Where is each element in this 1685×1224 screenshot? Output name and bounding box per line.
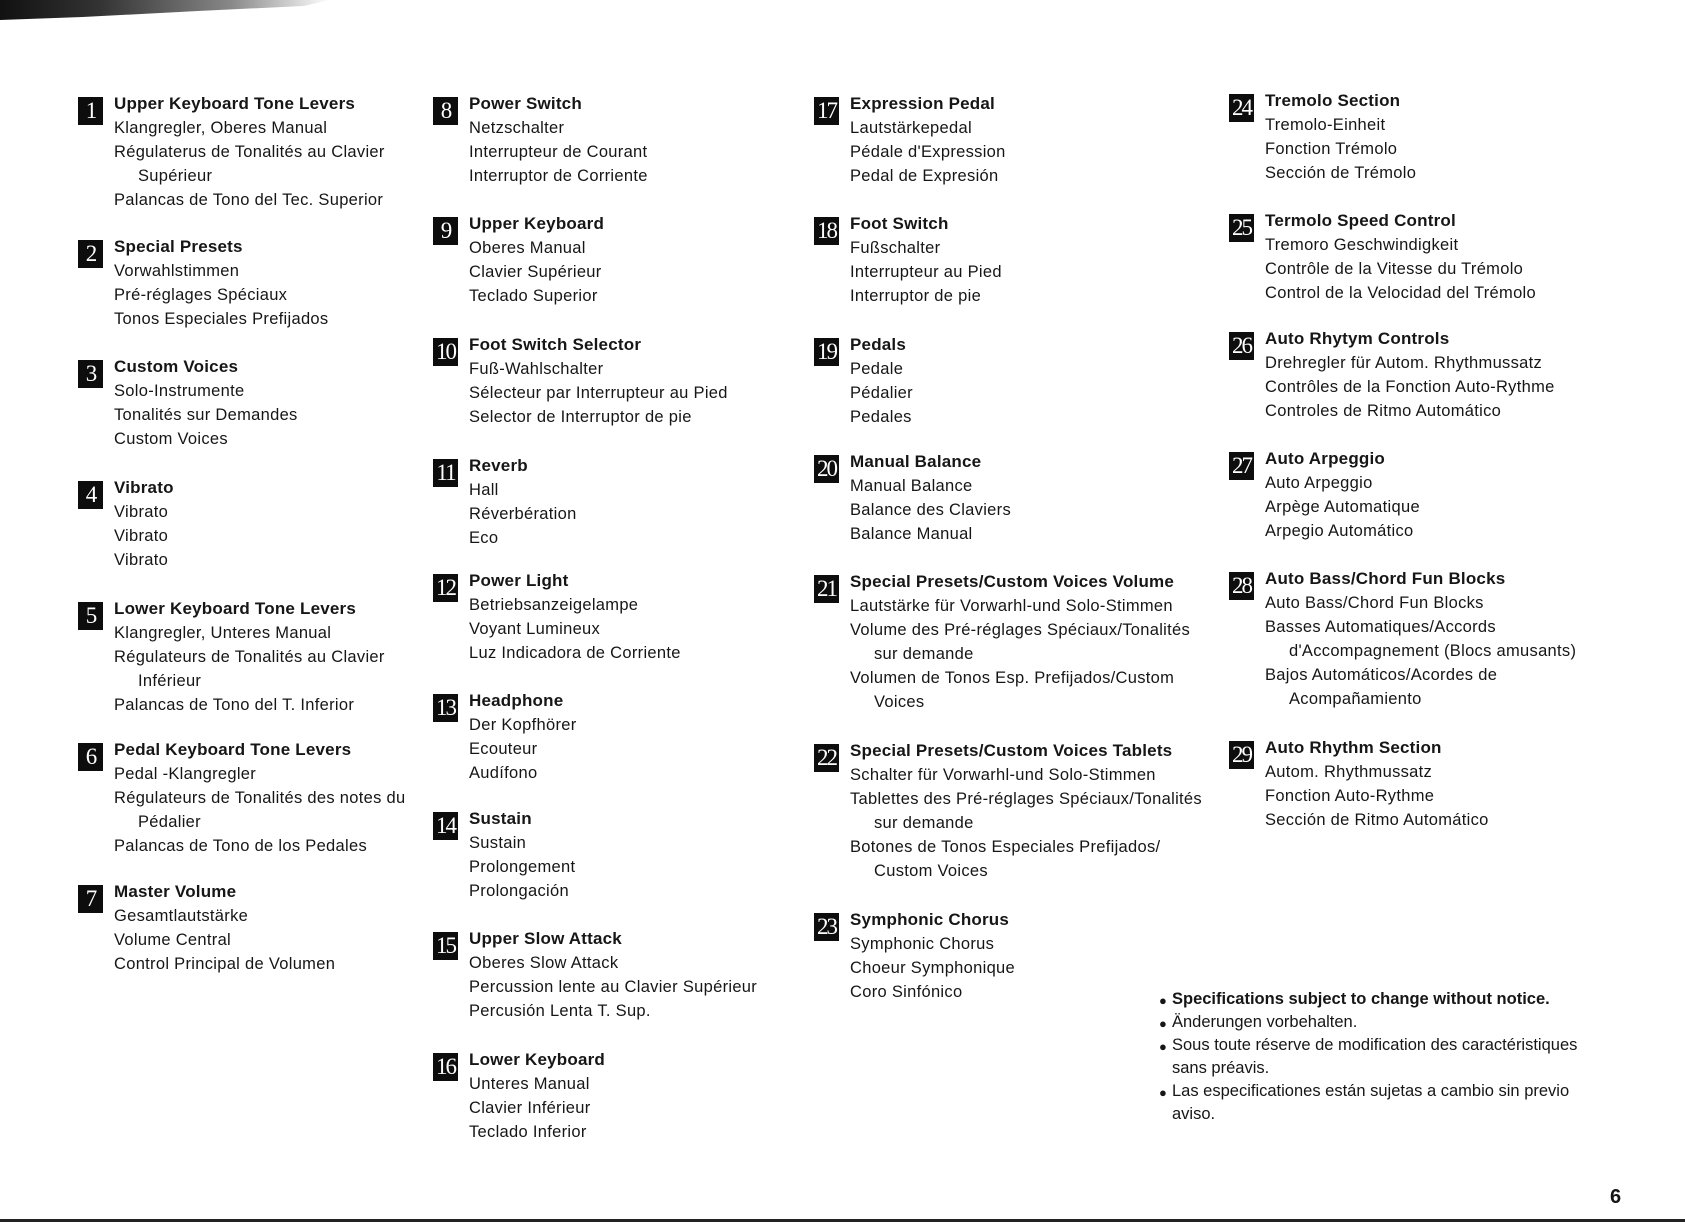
spec-note [1159,1080,1577,1126]
translation-line: Autom. Rhythmussatz [1265,763,1433,781]
translation-line: Teclado Inferior [469,1123,587,1141]
entry-title: Vibrato [114,478,174,497]
translation-line: Volume Central [114,931,232,949]
entry-title: Special Presets/Custom Voices Volume [850,572,1175,591]
legend-entry [814,212,1202,308]
column-3 [814,92,1202,1004]
note-line: Sous toute réserve de modification des caractéristiques [1172,1036,1578,1054]
translation-line: Bajos Automáticos/Acordes de [1265,666,1498,684]
legend-entry [1229,567,1576,711]
entry-title: Expression Pedal [850,94,995,113]
translation-line: Oberes Slow Attack [469,954,619,972]
translation-line: Volume des Pré-réglages Spéciaux/Tonalités [850,621,1191,639]
translation-line: Pedale [850,360,904,378]
translation-line: Sección de Trémolo [1265,164,1417,182]
entry-title: Power Switch [469,94,582,113]
note-line: aviso. [1172,1105,1216,1123]
translation-line: Controles de Ritmo Automático [1265,402,1502,420]
translation-line: Eco [469,529,499,547]
note-line: sans préavis. [1172,1059,1270,1077]
legend-entry [1229,89,1576,185]
translation-line: Custom Voices [114,430,228,448]
translation-line: Hall [469,481,499,499]
item-number-badge: 5 [78,602,103,630]
translation-line: Voyant Lumineux [469,620,601,638]
item-number-badge: 27 [1229,452,1254,480]
translation-line: Der Kopfhörer [469,716,577,734]
item-number-badge: 29 [1229,741,1254,769]
translation-line: Audífono [469,764,538,782]
translation-line: Schalter für Vorwarhl-und Solo-Stimmen [850,766,1156,784]
translation-line: Luz Indicadora de Corriente [469,644,681,662]
entry-title: Symphonic Chorus [850,910,1010,929]
item-number-badge: 12 [433,574,458,602]
translation-line: Botones de Tonos Especiales Prefijados/ [850,838,1161,856]
translation-line: Tonos Especiales Prefijados [114,310,329,328]
legend-entry [78,235,406,331]
item-number-badge: 17 [814,97,839,125]
item-number-badge: 19 [814,338,839,366]
translation-line: Régulateurs de Tonalités des notes du [114,789,406,807]
translation-line: Teclado Superior [469,287,598,305]
translation-line: Control Principal de Volumen [114,955,336,973]
entry-title: Foot Switch Selector [469,335,642,354]
legend-entry [78,597,406,717]
entry-title: Foot Switch [850,214,949,233]
legend-entry [433,212,757,308]
translation-line: Auto Bass/Chord Fun Blocks [1265,594,1484,612]
translation-line: Voices [874,693,925,711]
translation-line: Fußschalter [850,239,941,257]
translation-line: Balance des Claviers [850,501,1011,519]
item-number-badge: 2 [78,240,103,268]
entry-title: Headphone [469,691,564,710]
translation-line: Pedales [850,408,912,426]
entry-title: Special Presets/Custom Voices Tablets [850,741,1173,760]
bullet-icon: ● [1159,993,1167,1008]
legend-entry [1229,209,1576,305]
translation-line: Vorwahlstimmen [114,262,240,280]
translation-line: Pédalier [138,813,201,831]
translation-line: Oberes Manual [469,239,586,257]
translation-line: Sustain [469,834,527,852]
translation-line: Vibrato [114,503,169,521]
legend-entry [78,355,406,451]
translation-line: Pedal -Klangregler [114,765,257,783]
entry-title: Manual Balance [850,452,982,471]
translation-line: Supérieur [138,167,213,185]
entry-title: Lower Keyboard [469,1050,605,1069]
column-1 [78,92,406,976]
item-number-badge: 9 [433,217,458,245]
entry-title: Custom Voices [114,357,239,376]
legend-entry [814,92,1202,188]
entry-title: Reverb [469,456,528,475]
item-number-badge: 6 [78,743,103,771]
legend-entry [433,1048,757,1144]
column-2 [433,92,757,1144]
entry-title: Master Volume [114,882,237,901]
spec-note [1159,988,1577,1011]
note-line: Specifications subject to change without notice. [1172,990,1550,1008]
legend-entry [78,738,406,858]
translation-line: Coro Sinfónico [850,983,963,1001]
translation-line: Solo-Instrumente [114,382,245,400]
translation-line: Drehregler für Autom. Rhythmussatz [1265,354,1543,372]
translation-line: Pédalier [850,384,913,402]
translation-line: Tablettes des Pré-réglages Spéciaux/Tonalités [850,790,1202,808]
item-number-badge: 8 [433,97,458,125]
item-number-badge: 16 [433,1053,458,1081]
entry-title: Tremolo Section [1265,91,1401,110]
legend-entry [1229,736,1576,832]
item-number-badge: 24 [1229,94,1254,122]
translation-line: Lautstärkepedal [850,119,972,137]
legend-entry [1229,447,1576,543]
translation-line: Tremoro Geschwindigkeit [1265,236,1459,254]
entry-title: Upper Slow Attack [469,929,622,948]
legend-entry [78,476,406,572]
legend-entry [814,908,1202,1004]
entry-title: Upper Keyboard [469,214,605,233]
item-number-badge: 13 [433,694,458,722]
item-number-badge: 10 [433,338,458,366]
translation-line: Control de la Velocidad del Trémolo [1265,284,1536,302]
entry-title: Upper Keyboard Tone Levers [114,94,356,113]
entry-title: Sustain [469,809,532,828]
entry-title: Termolo Speed Control [1265,211,1456,230]
column-4 [1229,89,1576,832]
translation-line: Réverbération [469,505,577,523]
entry-title: Pedals [850,335,907,354]
translation-line: Interrupteur de Courant [469,143,648,161]
translation-line: Régulateurs de Tonalités au Clavier [114,648,385,666]
scan-edge-mark [0,0,330,20]
bullet-icon: ● [1159,1016,1167,1031]
translation-line: Unteres Manual [469,1075,590,1093]
item-number-badge: 4 [78,481,103,509]
translation-line: Lautstärke für Vorwarhl-und Solo-Stimmen [850,597,1173,615]
translation-line: Clavier Supérieur [469,263,602,281]
item-number-badge: 1 [78,97,103,125]
legend-entry [433,454,757,550]
legend-entry [433,92,757,188]
item-number-badge: 14 [433,812,458,840]
legend-entry [78,880,406,976]
bullet-icon: ● [1159,1085,1167,1100]
translation-line: Netzschalter [469,119,565,137]
translation-line: Klangregler, Unteres Manual [114,624,332,642]
translation-line: Selector de Interruptor de pie [469,408,692,426]
translation-line: Interruptor de Corriente [469,167,648,185]
translation-line: Fonction Trémolo [1265,140,1398,158]
spec-note [1159,1011,1577,1034]
item-number-badge: 22 [814,744,839,772]
legend-entry [433,333,757,429]
entry-title: Auto Rhytym Controls [1265,329,1450,348]
translation-line: Fuß-Wahlschalter [469,360,604,378]
translation-line: Sección de Ritmo Automático [1265,811,1489,829]
translation-line: Percusión Lenta T. Sup. [469,1002,651,1020]
translation-line: Klangregler, Oberes Manual [114,119,328,137]
translation-line: Vibrato [114,551,169,569]
translation-line: Custom Voices [874,862,988,880]
entry-title: Lower Keyboard Tone Levers [114,599,357,618]
legend-entry [433,927,757,1023]
translation-line: Manual Balance [850,477,973,495]
entry-title: Auto Rhythm Section [1265,738,1442,757]
translation-line: Interrupteur au Pied [850,263,1002,281]
item-number-badge: 28 [1229,572,1254,600]
entry-title: Auto Bass/Chord Fun Blocks [1265,569,1506,588]
legend-entry [814,570,1202,714]
bottom-rule [0,1219,1685,1222]
translation-line: Arpegio Automático [1265,522,1414,540]
specification-notes [1159,988,1577,1126]
translation-line: Ecouteur [469,740,538,758]
translation-line: Palancas de Tono de los Pedales [114,837,368,855]
translation-line: Arpège Automatique [1265,498,1420,516]
translation-line: Palancas de Tono del Tec. Superior [114,191,384,209]
translation-line: Volumen de Tonos Esp. Prefijados/Custom [850,669,1175,687]
legend-entry [814,450,1202,546]
item-number-badge: 3 [78,360,103,388]
translation-line: Contrôle de la Vitesse du Trémolo [1265,260,1524,278]
item-number-badge: 21 [814,575,839,603]
item-number-badge: 25 [1229,214,1254,242]
translation-line: Acompañamiento [1289,690,1422,708]
translation-line: Tremolo-Einheit [1265,116,1386,134]
spec-note [1159,1034,1577,1080]
legend-entry [814,739,1202,883]
entry-title: Power Light [469,571,569,590]
translation-line: Prolongación [469,882,569,900]
item-number-badge: 23 [814,913,839,941]
legend-entry [433,569,757,665]
legend-entry [814,333,1202,429]
bullet-icon: ● [1159,1039,1167,1054]
entry-title: Special Presets [114,237,243,256]
translation-line: Régulaterus de Tonalités au Clavier [114,143,385,161]
translation-line: Sélecteur par Interrupteur au Pied [469,384,728,402]
item-number-badge: 7 [78,885,103,913]
translation-line: Gesamtlautstärke [114,907,249,925]
legend-entry [78,92,406,212]
translation-line: Choeur Symphonique [850,959,1016,977]
legend-entry [433,689,757,785]
translation-line: Inférieur [138,672,202,690]
translation-line: Pedal de Expresión [850,167,999,185]
translation-line: Betriebsanzeigelampe [469,596,639,614]
note-line: Änderungen vorbehalten. [1172,1013,1358,1031]
translation-line: Vibrato [114,527,169,545]
translation-line: Interruptor de pie [850,287,982,305]
translation-line: Clavier Inférieur [469,1099,591,1117]
item-number-badge: 15 [433,932,458,960]
translation-line: Balance Manual [850,525,973,543]
translation-line: Palancas de Tono del T. Inferior [114,696,355,714]
item-number-badge: 20 [814,455,839,483]
translation-line: sur demande [874,645,974,663]
translation-line: Contrôles de la Fonction Auto-Rythme [1265,378,1555,396]
translation-line: Prolongement [469,858,576,876]
item-number-badge: 26 [1229,332,1254,360]
translation-line: Auto Arpeggio [1265,474,1373,492]
translation-line: Symphonic Chorus [850,935,995,953]
translation-line: d'Accompagnement (Blocs amusants) [1289,642,1577,660]
page-number: 6 [1610,1186,1622,1208]
translation-line: Pédale d'Expression [850,143,1006,161]
translation-line: Fonction Auto-Rythme [1265,787,1435,805]
entry-title: Pedal Keyboard Tone Levers [114,740,352,759]
legend-entry [1229,327,1576,423]
translation-line: Pré-réglages Spéciaux [114,286,288,304]
entry-title: Auto Arpeggio [1265,449,1386,468]
translation-line: Basses Automatiques/Accords [1265,618,1496,636]
legend-entry [433,807,757,903]
translation-line: sur demande [874,814,974,832]
note-line: Las especificationes están sujetas a cambio sin previo [1172,1082,1570,1100]
translation-line: Tonalités sur Demandes [114,406,298,424]
item-number-badge: 18 [814,217,839,245]
translation-line: Percussion lente au Clavier Supérieur [469,978,758,996]
item-number-badge: 11 [433,459,458,487]
